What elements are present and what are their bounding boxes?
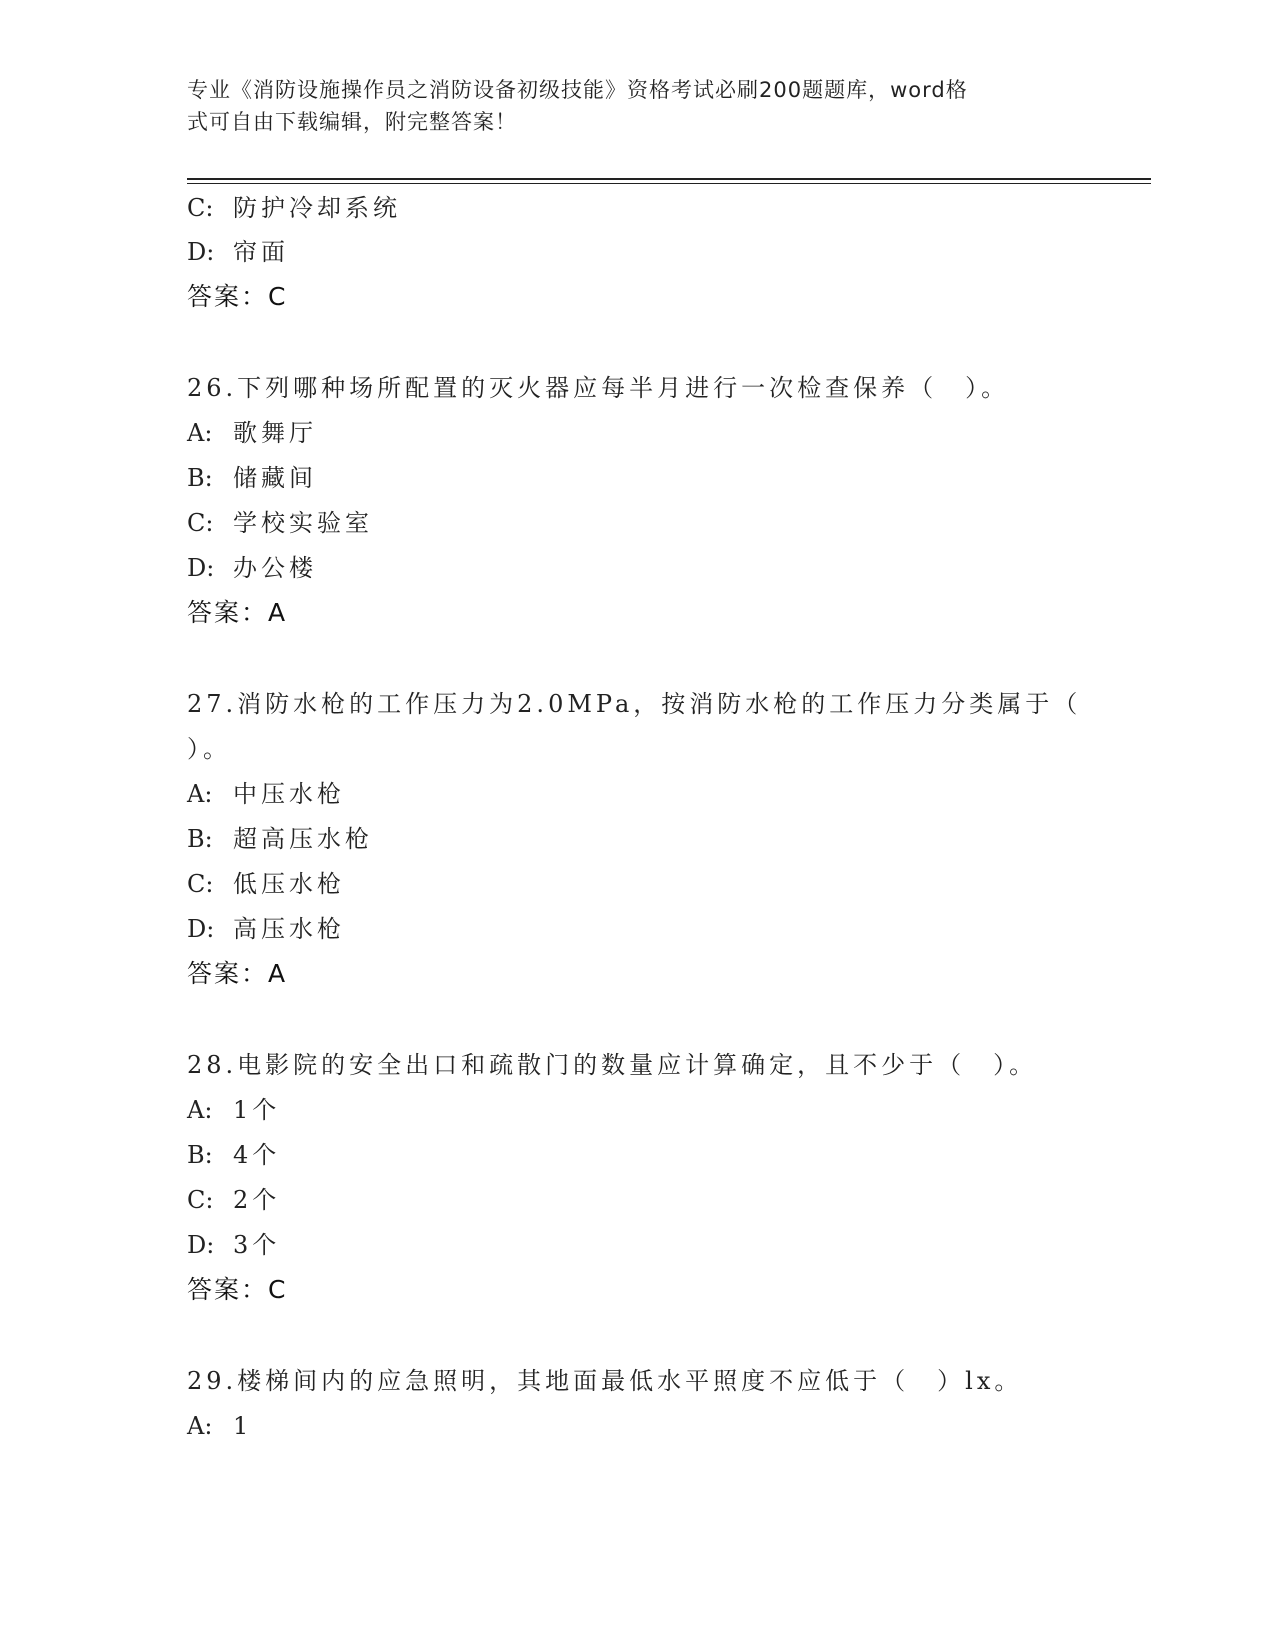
option-text: 歌舞厅 [233,419,317,447]
option-text: 低压水枪 [233,870,345,898]
q27-question-line-1: 27.消防水枪的工作压力为2.0MPa，按消防水枪的工作压力分类属于（ [187,690,1082,718]
option-label: C: [187,509,214,537]
option-label: B: [187,464,213,492]
option-label: C: [187,870,214,898]
option-text: 防护冷却系统 [233,194,401,222]
q27-option-c [187,869,345,899]
option-text: 高压水枪 [233,915,345,943]
option-label: B: [187,825,213,853]
q26-question: 26.下列哪种场所配置的灭火器应每半月进行一次检查保养（ ）。 [187,374,1010,402]
option-label: A: [187,1412,213,1440]
header-divider-thick [187,178,1151,180]
q29-question: 29.楼梯间内的应急照明，其地面最低水平照度不应低于（ ）lx。 [187,1367,1023,1395]
header-line-1: 专业《消防设施操作员之消防设备初级技能》资格考试必刷200题题库，word格 [187,78,968,102]
q25-option-c [187,193,401,223]
q28-option-d [187,1230,280,1260]
option-text: 1个 [233,1096,281,1124]
q26-option-d [187,553,317,583]
header-divider-thin [187,183,1151,184]
option-text: 4个 [233,1141,281,1169]
option-text: 3个 [233,1231,281,1259]
q26-option-c [187,508,373,538]
q25-option-d [187,237,289,267]
q28-question: 28.电影院的安全出口和疏散门的数量应计算确定，且不少于（ ）。 [187,1051,1038,1079]
q26-option-a [187,418,317,448]
option-label: D: [187,1231,215,1259]
option-label: B: [187,1141,213,1169]
q28-option-b [187,1140,280,1170]
q28-option-c [187,1185,280,1215]
option-label: D: [187,554,215,582]
option-label: C: [187,194,214,222]
q27-answer: 答案：A [187,959,288,988]
option-text: 学校实验室 [233,509,373,537]
option-label: D: [187,915,215,943]
option-label: A: [187,419,213,447]
q25-answer: 答案：C [187,282,288,311]
q28-answer: 答案：C [187,1275,288,1304]
q27-option-d [187,914,345,944]
option-text: 办公楼 [233,554,317,582]
option-text: 2个 [233,1186,281,1214]
option-text: 1 [233,1412,253,1440]
option-label: C: [187,1186,214,1214]
option-text: 超高压水枪 [233,825,373,853]
option-label: D: [187,238,215,266]
option-text: 帘面 [233,238,289,266]
q27-question-line-2: ）。 [187,735,231,763]
q26-answer: 答案：A [187,598,288,627]
q29-option-a [187,1411,252,1441]
option-text: 储藏间 [233,464,317,492]
option-label: A: [187,1096,213,1124]
q26-option-b [187,463,317,493]
option-text: 中压水枪 [233,780,345,808]
q28-option-a [187,1095,280,1125]
document-header [187,74,1067,138]
header-line-2: 式可自由下载编辑，附完整答案！ [187,110,517,134]
option-label: A: [187,780,213,808]
q27-option-a [187,779,345,809]
q27-option-b [187,824,373,854]
